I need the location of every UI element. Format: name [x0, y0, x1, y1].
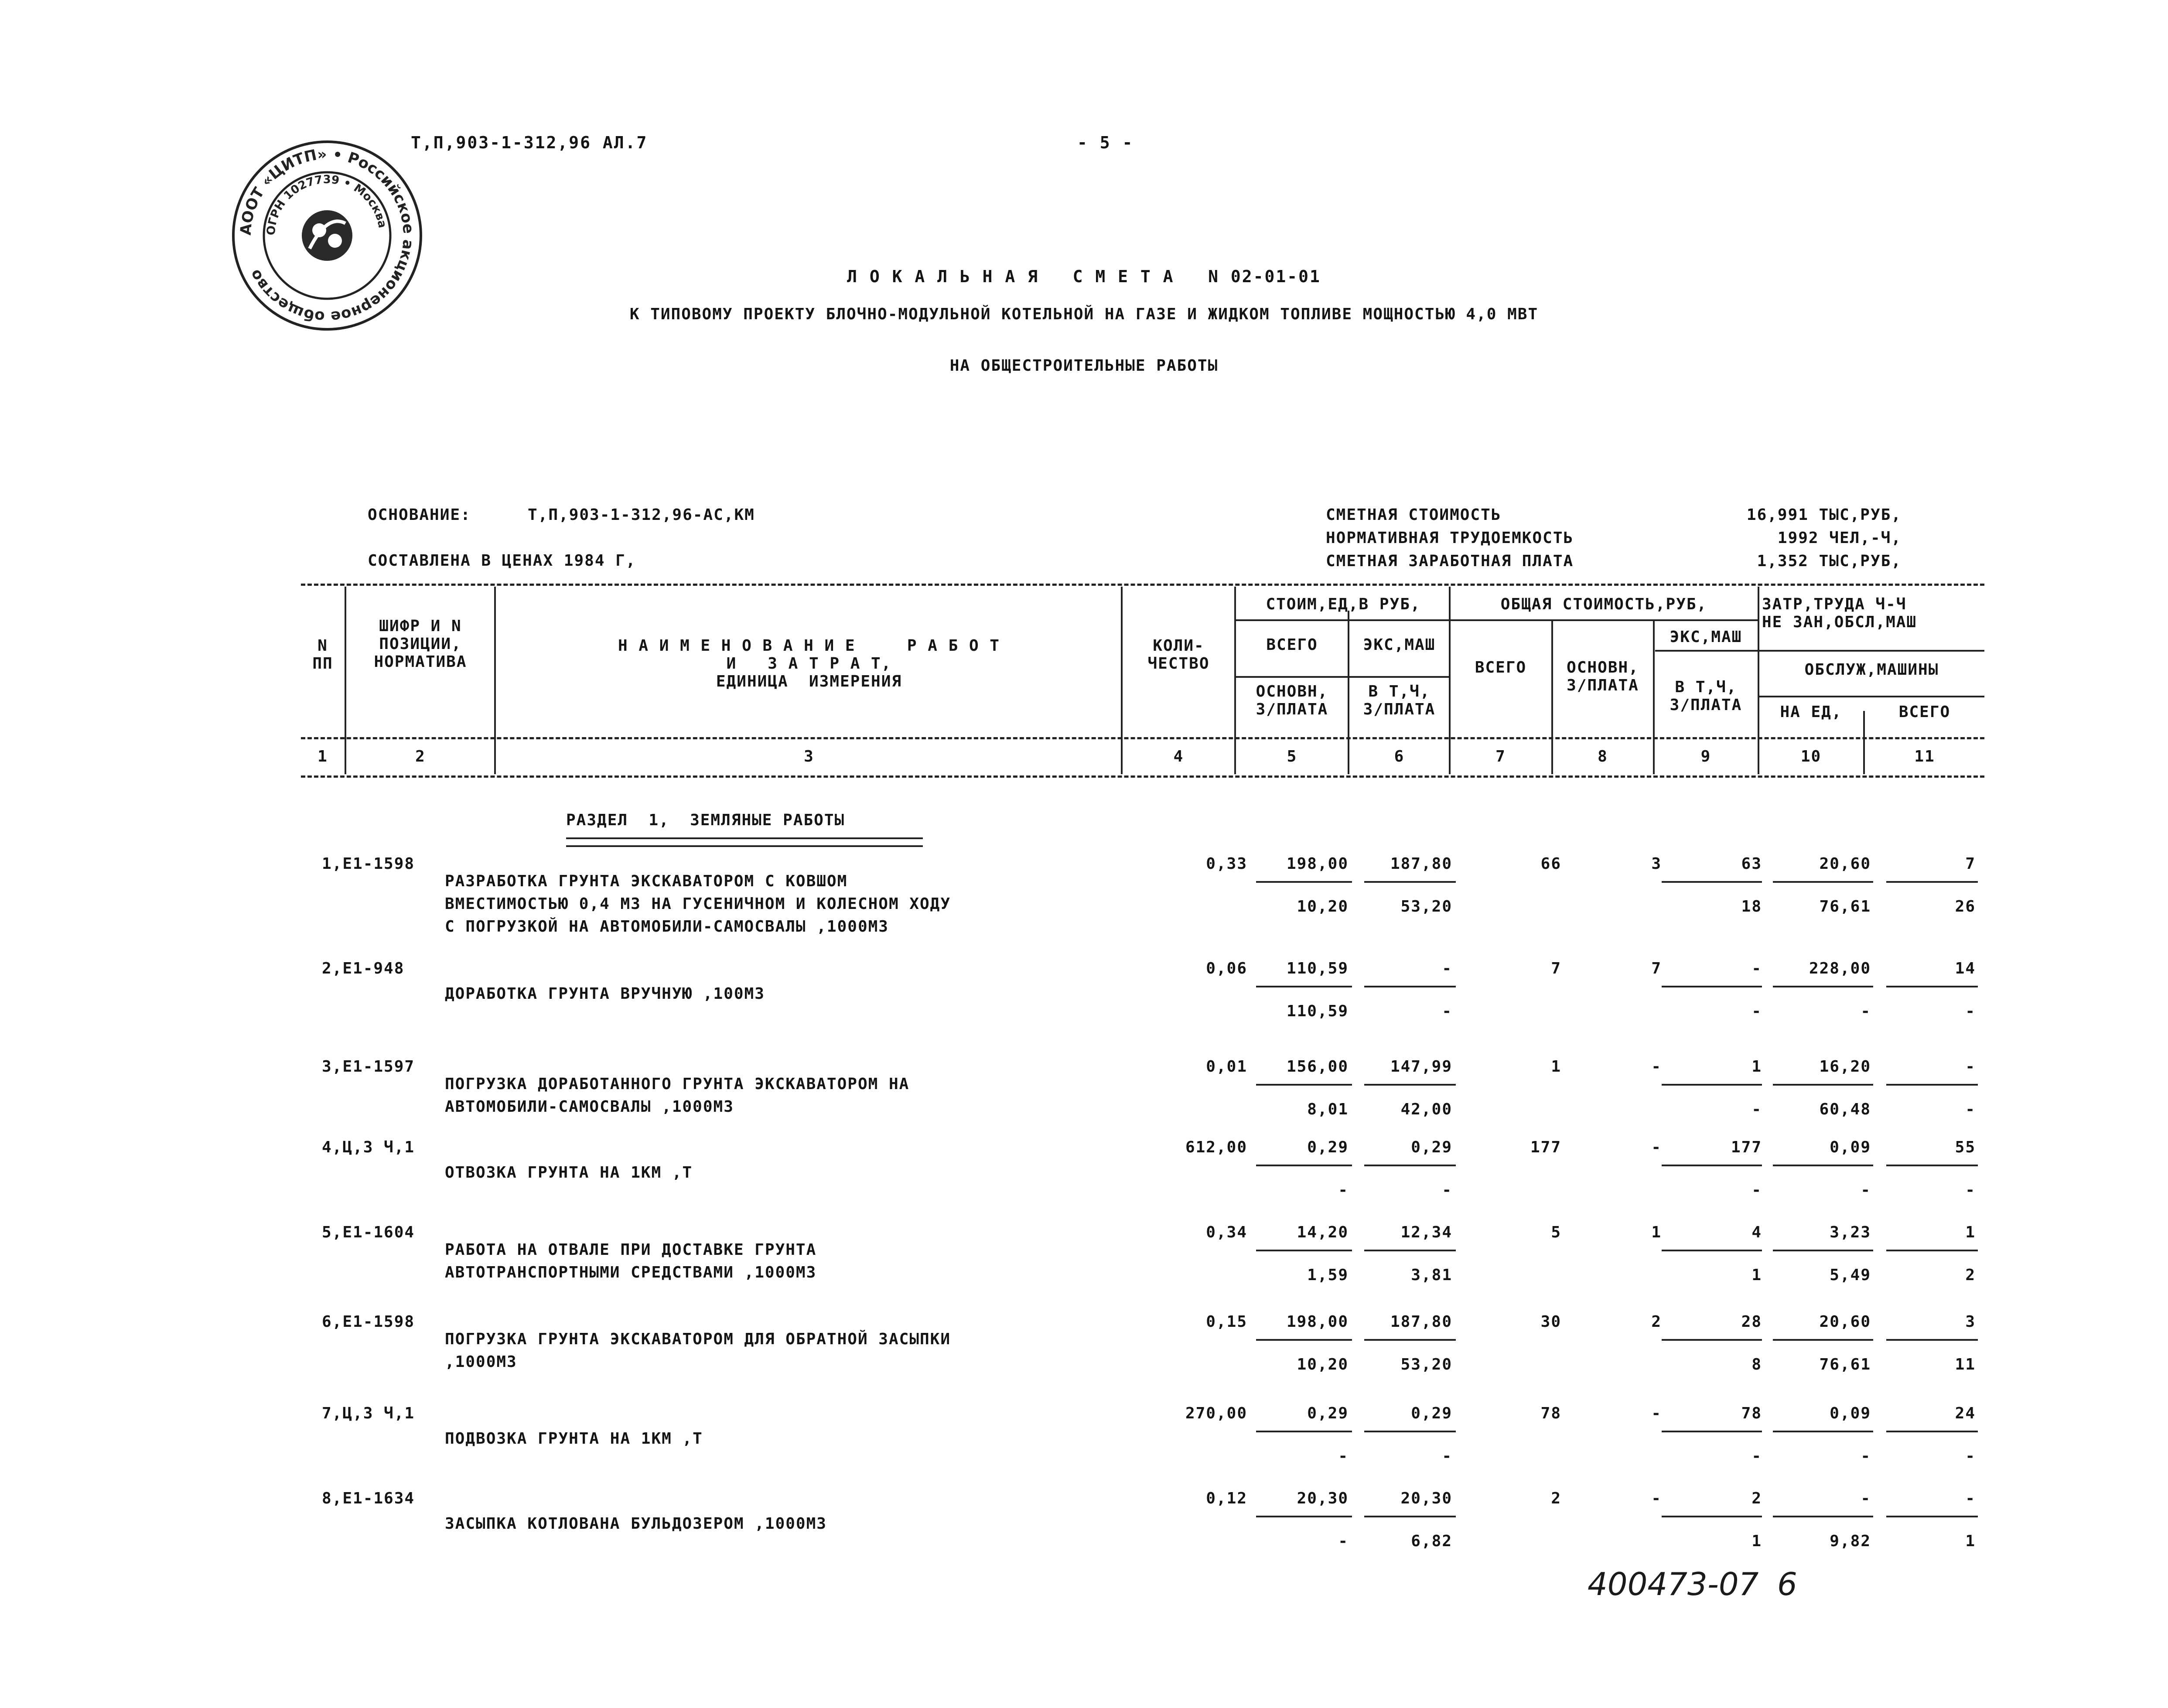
row-unit-machine-wage: 53,20: [1400, 898, 1452, 915]
cell-divider-rule: [1662, 1250, 1762, 1251]
row-unit-machine-wage: -: [1442, 1181, 1452, 1199]
row-unit-total: 0,29: [1307, 1138, 1349, 1156]
labor-rule: [1759, 650, 1984, 652]
row-total-machine-wage: -: [1751, 1181, 1762, 1199]
col-number: 11: [1914, 748, 1935, 765]
cell-divider-rule: [1662, 986, 1762, 987]
header-unit-cost-group: СТОИМ,ЕД,В РУБ,: [1266, 595, 1421, 613]
row-qty: 0,12: [1206, 1489, 1247, 1507]
row-total-wage: -: [1651, 1058, 1662, 1076]
col-number: 4: [1173, 748, 1184, 765]
cell-divider-rule: [1364, 1339, 1456, 1341]
prices-basis: СОСТАВЛЕНА В ЦЕНАХ 1984 Г,: [368, 552, 636, 570]
row-labor-unit: 0,09: [1830, 1138, 1871, 1156]
row-unit-machine-wage: 3,81: [1411, 1266, 1452, 1284]
row-labor-unit-2: 76,61: [1819, 1356, 1871, 1373]
row-labor-unit-2: -: [1861, 1447, 1871, 1465]
row-name-line: ПОГРУЗКА ГРУНТА ЭКСКАВАТОРОМ ДЛЯ ОБРАТНОЙ ЗАСЫПКИ: [445, 1330, 951, 1348]
cell-divider-rule: [1773, 1165, 1873, 1166]
cell-divider-rule: [1662, 1165, 1762, 1166]
row-total: 1: [1551, 1058, 1561, 1076]
row-labor-total-2: 11: [1955, 1356, 1976, 1373]
row-name-line: ЗАСЫПКА КОТЛОВАНА БУЛЬДОЗЕРОМ ,1000М3: [445, 1515, 827, 1533]
row-total: 5: [1551, 1223, 1561, 1241]
row-unit-machine: 12,34: [1400, 1223, 1452, 1241]
row-name-line: ВМЕСТИМОСТЬЮ 0,4 М3 НА ГУСЕНИЧНОМ И КОЛЕСНОМ ХОДУ: [445, 895, 951, 913]
row-labor-total: 14: [1955, 960, 1976, 977]
row-unit-machine-wage: -: [1442, 1002, 1452, 1020]
col-number: 7: [1495, 748, 1506, 765]
row-unit-machine: 187,80: [1390, 1313, 1452, 1331]
cell-divider-rule: [1364, 1516, 1456, 1517]
row-labor-total-2: -: [1965, 1100, 1976, 1118]
row-unit-wage: 10,20: [1297, 898, 1349, 915]
row-qty: 0,06: [1206, 960, 1247, 977]
cell-divider-rule: [1662, 1084, 1762, 1086]
basis-label: ОСНОВАНИЕ:: [368, 506, 471, 524]
row-total-wage: -: [1651, 1404, 1662, 1422]
row-unit-machine: -: [1442, 960, 1452, 977]
row-unit-wage: 1,59: [1307, 1266, 1349, 1284]
row-total: 2: [1551, 1489, 1561, 1507]
cell-divider-rule: [1886, 881, 1978, 883]
row-labor-unit-2: 9,82: [1830, 1532, 1871, 1550]
row-total-machine: 177: [1731, 1138, 1762, 1156]
row-name-line: РАБОТА НА ОТВАЛЕ ПРИ ДОСТАВКЕ ГРУНТА: [445, 1241, 817, 1259]
row-name-line: С ПОГРУЗКОЙ НА АВТОМОБИЛИ-САМОСВАЛЫ ,1000М3: [445, 918, 889, 936]
row-qty: 0,15: [1206, 1313, 1247, 1331]
row-qty: 270,00: [1185, 1404, 1247, 1422]
row-total-machine: 78: [1741, 1404, 1762, 1422]
section-title: РАЗДЕЛ 1, ЗЕМЛЯНЫЕ РАБОТЫ: [566, 811, 845, 829]
row-name-line: АВТОМОБИЛИ-САМОСВАЛЫ ,1000М3: [445, 1098, 734, 1116]
row-qty: 0,01: [1206, 1058, 1247, 1076]
row-total: 66: [1540, 855, 1561, 873]
cell-divider-rule: [1256, 1516, 1352, 1517]
row-name-line: ПОДВОЗКА ГРУНТА НА 1КМ ,Т: [445, 1430, 703, 1448]
row-name-line: ОТВОЗКА ГРУНТА НА 1КМ ,Т: [445, 1164, 693, 1182]
row-total-wage: 2: [1651, 1313, 1662, 1331]
row-labor-total-2: 1: [1965, 1532, 1976, 1550]
table-header-rule: [301, 737, 1984, 739]
cell-divider-rule: [1773, 881, 1873, 883]
row-unit-machine: 20,30: [1400, 1489, 1452, 1507]
row-total-machine-wage: 1: [1751, 1532, 1762, 1550]
col-number: 2: [415, 748, 426, 765]
header-total-wage: ОСНОВН, З/ПЛАТА: [1567, 659, 1639, 694]
row-total: 78: [1540, 1404, 1561, 1422]
row-labor-total: 55: [1955, 1138, 1976, 1156]
row-unit-wage: 8,01: [1307, 1100, 1349, 1118]
row-code: 3,Е1-1597: [322, 1058, 415, 1076]
row-code: 8,Е1-1634: [322, 1489, 415, 1507]
row-qty: 612,00: [1185, 1138, 1247, 1156]
row-total-machine-wage: -: [1751, 1447, 1762, 1465]
row-unit-machine: 187,80: [1390, 855, 1452, 873]
col-divider: [1348, 611, 1349, 774]
row-labor-unit-2: 76,61: [1819, 898, 1871, 915]
seal-emblem-icon: [302, 210, 352, 261]
row-labor-unit: 3,23: [1830, 1223, 1871, 1241]
cell-divider-rule: [1886, 1165, 1978, 1166]
row-code: 2,Е1-948: [322, 960, 405, 977]
row-labor-unit: 16,20: [1819, 1058, 1871, 1076]
row-labor-unit-2: 5,49: [1830, 1266, 1871, 1284]
header-total-all: ВСЕГО: [1475, 659, 1527, 676]
cell-divider-rule: [1886, 1431, 1978, 1432]
summary-label-labor: НОРМАТИВНАЯ ТРУДОЕМКОСТЬ: [1326, 529, 1574, 547]
row-unit-total: 156,00: [1286, 1058, 1349, 1076]
row-unit-wage: 10,20: [1297, 1356, 1349, 1373]
row-unit-total: 20,30: [1297, 1489, 1349, 1507]
row-unit-wage: -: [1338, 1532, 1349, 1550]
table-numbers-rule: [301, 775, 1984, 778]
header-unit-wage: ОСНОВН, З/ПЛАТА: [1256, 683, 1328, 718]
cell-divider-rule: [1256, 1165, 1352, 1166]
col-divider: [494, 587, 496, 774]
cell-divider-rule: [1256, 986, 1352, 987]
col-number: 9: [1700, 748, 1711, 765]
seal-inner-text: ОГРН 1027739 • Москва: [264, 173, 389, 236]
summary-value-labor: 1992 ЧЕЛ,-Ч,: [1777, 529, 1902, 547]
summary-value-cost: 16,991 ТЫС,РУБ,: [1746, 506, 1902, 524]
cell-divider-rule: [1364, 986, 1456, 987]
cell-divider-rule: [1256, 1431, 1352, 1432]
cell-divider-rule: [1364, 1165, 1456, 1166]
col-number: 1: [318, 748, 328, 765]
row-code: 5,Е1-1604: [322, 1223, 415, 1241]
row-code: 4,Ц,3 Ч,1: [322, 1138, 415, 1156]
header-col-code: ШИФР И N ПОЗИЦИИ, НОРМАТИВА: [374, 617, 467, 671]
row-labor-total: 3: [1965, 1313, 1976, 1331]
row-unit-total: 110,59: [1286, 960, 1349, 977]
cell-divider-rule: [1662, 1516, 1762, 1517]
cell-divider-rule: [1773, 1250, 1873, 1251]
summary-value-wage: 1,352 ТЫС,РУБ,: [1757, 552, 1902, 570]
row-total-machine: 1: [1751, 1058, 1762, 1076]
cell-divider-rule: [1773, 1084, 1873, 1086]
cell-divider-rule: [1662, 1431, 1762, 1432]
total-machine-rule: [1655, 650, 1758, 652]
row-unit-machine-wage: -: [1442, 1447, 1452, 1465]
row-name-line: ПОГРУЗКА ДОРАБОТАННОГО ГРУНТА ЭКСКАВАТОРОМ НА: [445, 1075, 910, 1093]
summary-label-wage: СМЕТНАЯ ЗАРАБОТНАЯ ПЛАТА: [1326, 552, 1574, 570]
row-labor-total: -: [1965, 1058, 1976, 1076]
cell-divider-rule: [1773, 1339, 1873, 1341]
header-labor-total: ВСЕГО: [1898, 703, 1951, 721]
row-code: 7,Ц,3 Ч,1: [322, 1404, 415, 1422]
col-number: 8: [1598, 748, 1608, 765]
col-divider: [1449, 587, 1451, 774]
row-labor-total-2: -: [1965, 1002, 1976, 1020]
header-col-qty: КОЛИ- ЧЕСТВО: [1147, 637, 1210, 673]
row-labor-total-2: 2: [1965, 1266, 1976, 1284]
cell-divider-rule: [1256, 1250, 1352, 1251]
row-labor-unit: 20,60: [1819, 1313, 1871, 1331]
header-col-name: Н А И М Е Н О В А Н И Е Р А Б О Т И З А Т Р А Т, ЕДИНИЦА ИЗМЕРЕНИЯ: [618, 637, 1000, 690]
row-name-line: ,1000М3: [445, 1353, 517, 1371]
row-total-machine-wage: 18: [1741, 898, 1762, 915]
row-unit-total: 198,00: [1286, 855, 1349, 873]
seal-outer-text: АООТ «ЦИТП» • Российское акционерное общество: [237, 145, 417, 326]
document-subtitle: К ТИПОВОМУ ПРОЕКТУ БЛОЧНО-МОДУЛЬНОЙ КОТЕЛЬНОЙ НА ГАЗЕ И ЖИДКОМ ТОПЛИВЕ МОЩНОСТЬЮ 4,0 МВТ: [629, 305, 1539, 323]
row-total-machine: 2: [1751, 1489, 1762, 1507]
col-number: 3: [804, 748, 814, 765]
document-title: Л О К А Л Ь Н А Я С М Е Т А N 02-01-01: [847, 267, 1321, 286]
cell-divider-rule: [1773, 1431, 1873, 1432]
document-scope: НА ОБЩЕСТРОИТЕЛЬНЫЕ РАБОТЫ: [949, 357, 1219, 375]
row-qty: 0,33: [1206, 855, 1247, 873]
row-labor-unit-2: -: [1861, 1002, 1871, 1020]
row-labor-total: 1: [1965, 1223, 1976, 1241]
row-labor-unit: 228,00: [1809, 960, 1871, 977]
cell-divider-rule: [1256, 1084, 1352, 1086]
col-number: 6: [1394, 748, 1405, 765]
col-divider: [1234, 587, 1236, 774]
basis-value: Т,П,903-1-312,96-АС,КМ: [528, 506, 755, 524]
row-name-line: АВТОТРАНСПОРТНЫМИ СРЕДСТВАМИ ,1000М3: [445, 1264, 817, 1281]
cell-divider-rule: [1662, 881, 1762, 883]
cell-divider-rule: [1773, 986, 1873, 987]
row-unit-machine-wage: 6,82: [1411, 1532, 1452, 1550]
row-labor-unit-2: -: [1861, 1181, 1871, 1199]
row-unit-machine: 0,29: [1411, 1404, 1452, 1422]
row-code: 1,Е1-1598: [322, 855, 415, 873]
row-labor-unit: -: [1861, 1489, 1871, 1507]
cell-divider-rule: [1773, 1516, 1873, 1517]
row-labor-unit: 0,09: [1830, 1404, 1871, 1422]
row-name-line: РАЗРАБОТКА ГРУНТА ЭКСКАВАТОРОМ С КОВШОМ: [445, 872, 848, 890]
row-total: 30: [1540, 1313, 1561, 1331]
row-total-wage: -: [1651, 1489, 1662, 1507]
labor-sub-rule: [1759, 696, 1984, 697]
section-title-double-underline: [566, 837, 923, 847]
header-unit-total: ВСЕГО: [1266, 636, 1318, 654]
header-unit-machine: ЭКС,МАШ: [1363, 636, 1436, 654]
row-total-machine: 63: [1741, 855, 1762, 873]
document-reference: Т,П,903-1-312,96 АЛ.7: [411, 133, 648, 152]
col-divider: [345, 587, 346, 774]
row-total-machine-wage: -: [1751, 1002, 1762, 1020]
row-total-wage: 1: [1651, 1223, 1662, 1241]
row-total-machine: 4: [1751, 1223, 1762, 1241]
summary-label-cost: СМЕТНАЯ СТОИМОСТЬ: [1326, 506, 1502, 524]
row-total: 7: [1551, 960, 1561, 977]
row-total-wage: -: [1651, 1138, 1662, 1156]
row-unit-machine: 147,99: [1390, 1058, 1452, 1076]
row-qty: 0,34: [1206, 1223, 1247, 1241]
cell-divider-rule: [1886, 1339, 1978, 1341]
header-unit-machine-wage: В Т,Ч, З/ПЛАТА: [1363, 683, 1436, 718]
unit-cost-rule: [1236, 619, 1449, 621]
cell-divider-rule: [1662, 1339, 1762, 1341]
row-total-machine-wage: -: [1751, 1100, 1762, 1118]
cell-divider-rule: [1364, 1431, 1456, 1432]
row-name-line: ДОРАБОТКА ГРУНТА ВРУЧНУЮ ,100М3: [445, 985, 765, 1003]
cell-divider-rule: [1364, 1250, 1456, 1251]
row-unit-total: 198,00: [1286, 1313, 1349, 1331]
cell-divider-rule: [1886, 1084, 1978, 1086]
header-labor-group: ЗАТР,ТРУДА Ч-Ч НЕ ЗАН,ОБСЛ,МАШ: [1762, 595, 1917, 631]
row-total-machine-wage: 8: [1751, 1356, 1762, 1373]
row-total-machine: 28: [1741, 1313, 1762, 1331]
row-unit-wage: -: [1338, 1447, 1349, 1465]
header-total-machine-wage: В Т,Ч, З/ПЛАТА: [1670, 678, 1742, 714]
cell-divider-rule: [1886, 1250, 1978, 1251]
col-number: 10: [1800, 748, 1822, 765]
row-unit-machine-wage: 53,20: [1400, 1356, 1452, 1373]
row-labor-total: -: [1965, 1489, 1976, 1507]
row-labor-total-2: 26: [1955, 898, 1976, 915]
col-divider: [1121, 587, 1123, 774]
cell-divider-rule: [1886, 986, 1978, 987]
header-labor-per-unit: НА ЕД,: [1780, 703, 1842, 721]
header-col-n: N ПП: [312, 637, 333, 673]
row-unit-total: 0,29: [1307, 1404, 1349, 1422]
col-number: 5: [1287, 748, 1297, 765]
header-total-cost-group: ОБЩАЯ СТОИМОСТЬ,РУБ,: [1500, 595, 1707, 613]
cell-divider-rule: [1256, 1339, 1352, 1341]
handwritten-page-number: 6: [1777, 1566, 1797, 1602]
row-labor-unit: 20,60: [1819, 855, 1871, 873]
page-number: - 5 -: [1077, 133, 1134, 152]
row-unit-machine: 0,29: [1411, 1138, 1452, 1156]
header-total-machine: ЭКС,МАШ: [1670, 628, 1742, 646]
table-top-rule: [301, 584, 1984, 586]
cell-divider-rule: [1886, 1516, 1978, 1517]
total-cost-rule: [1450, 619, 1758, 621]
row-labor-unit-2: 60,48: [1819, 1100, 1871, 1118]
unit-cost-sub-rule: [1236, 676, 1449, 678]
row-total-machine: -: [1751, 960, 1762, 977]
cell-divider-rule: [1256, 881, 1352, 883]
col-divider: [1758, 587, 1759, 774]
row-labor-total-2: -: [1965, 1181, 1976, 1199]
handwritten-reference: 400473-07: [1588, 1566, 1759, 1602]
row-unit-wage: 110,59: [1286, 1002, 1349, 1020]
cell-divider-rule: [1364, 881, 1456, 883]
cell-divider-rule: [1364, 1084, 1456, 1086]
row-code: 6,Е1-1598: [322, 1313, 415, 1331]
row-unit-wage: -: [1338, 1181, 1349, 1199]
row-total-machine-wage: 1: [1751, 1266, 1762, 1284]
row-total-wage: 7: [1651, 960, 1662, 977]
row-total: 177: [1530, 1138, 1561, 1156]
header-labor-sub: ОБСЛУЖ,МАШИНЫ: [1804, 661, 1939, 679]
row-labor-total: 7: [1965, 855, 1976, 873]
row-total-wage: 3: [1651, 855, 1662, 873]
row-labor-total-2: -: [1965, 1447, 1976, 1465]
row-unit-total: 14,20: [1297, 1223, 1349, 1241]
row-labor-total: 24: [1955, 1404, 1976, 1422]
row-unit-machine-wage: 42,00: [1400, 1100, 1452, 1118]
